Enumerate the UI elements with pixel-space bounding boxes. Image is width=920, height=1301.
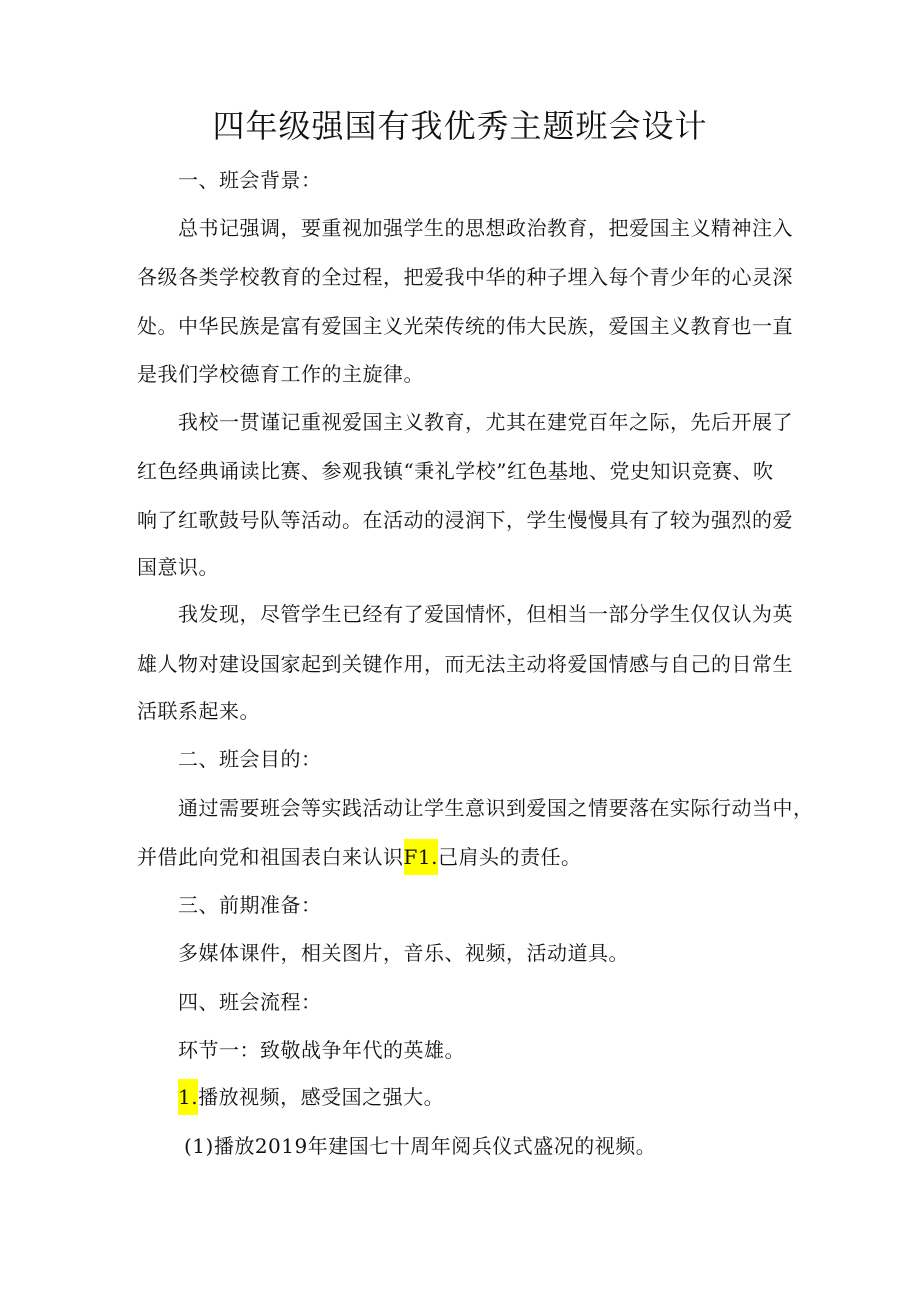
paragraph-line: 我发现，尽管学生已经有了爱国情怀，但相当一部分学生仅仅认为英 <box>178 602 793 626</box>
section-heading-preparation: 三、前期准备： <box>178 893 322 917</box>
highlighted-text: 1. <box>178 1079 198 1115</box>
paragraph-line: 活联系起来。 <box>137 699 260 723</box>
section-heading-process: 四、班会流程： <box>178 990 322 1014</box>
list-item: (1)播放2019年建国七十周年阅兵仪式盛况的视频。 <box>184 1134 657 1158</box>
paragraph-line: 是我们学校德育工作的主旋律。 <box>137 362 424 386</box>
paragraph-line: 我校一贯谨记重视爱国主义教育，尤其在建党百年之际，先后开展了 <box>178 410 793 434</box>
paragraph-line: 处。中华民族是富有爱国主义光荣传统的伟大民族，爱国主义教育也一直 <box>137 314 793 338</box>
paragraph-line: 国意识。 <box>137 555 219 579</box>
paragraph-line: 通过需要班会等实践活动让学生意识到爱国之情要落在实际行动当中， <box>178 796 814 820</box>
paragraph-line: 响了红歌鼓号队等活动。在活动的浸润下，学生慢慢具有了较为强烈的爱 <box>137 508 793 532</box>
paragraph-line: 红色经典诵读比赛、参观我镇“秉礼学校”红色基地、党史知识竞赛、吹 <box>137 459 774 483</box>
page-title: 四年级强国有我优秀主题班会设计 <box>212 107 708 145</box>
paragraph-line: 环节一：致敬战争年代的英雄。 <box>178 1038 465 1062</box>
text-run: 并借此向党和祖国表白来认识 <box>137 845 404 869</box>
text-run: 播放视频，感受国之强大。 <box>198 1085 445 1109</box>
paragraph-line: 总书记强调，要重视加强学生的思想政治教育，把爱国主义精神注入 <box>178 216 793 240</box>
paragraph-line: 雄人物对建设国家起到关键作用，而无法主动将爱国情感与自己的日常生 <box>137 652 793 676</box>
text-run: 己肩头的责任。 <box>437 845 582 869</box>
paragraph-line: 多媒体课件，相关图片，音乐、视频，活动道具。 <box>178 941 629 965</box>
highlighted-text: F1. <box>404 839 438 875</box>
section-heading-purpose: 二、班会目的： <box>178 747 322 771</box>
paragraph-line <box>137 843 581 871</box>
list-item <box>178 1083 444 1111</box>
paragraph-line: 各级各类学校教育的全过程，把爱我中华的种子埋入每个青少年的心灵深 <box>137 265 793 289</box>
section-heading-background: 一、班会背景： <box>178 168 322 192</box>
